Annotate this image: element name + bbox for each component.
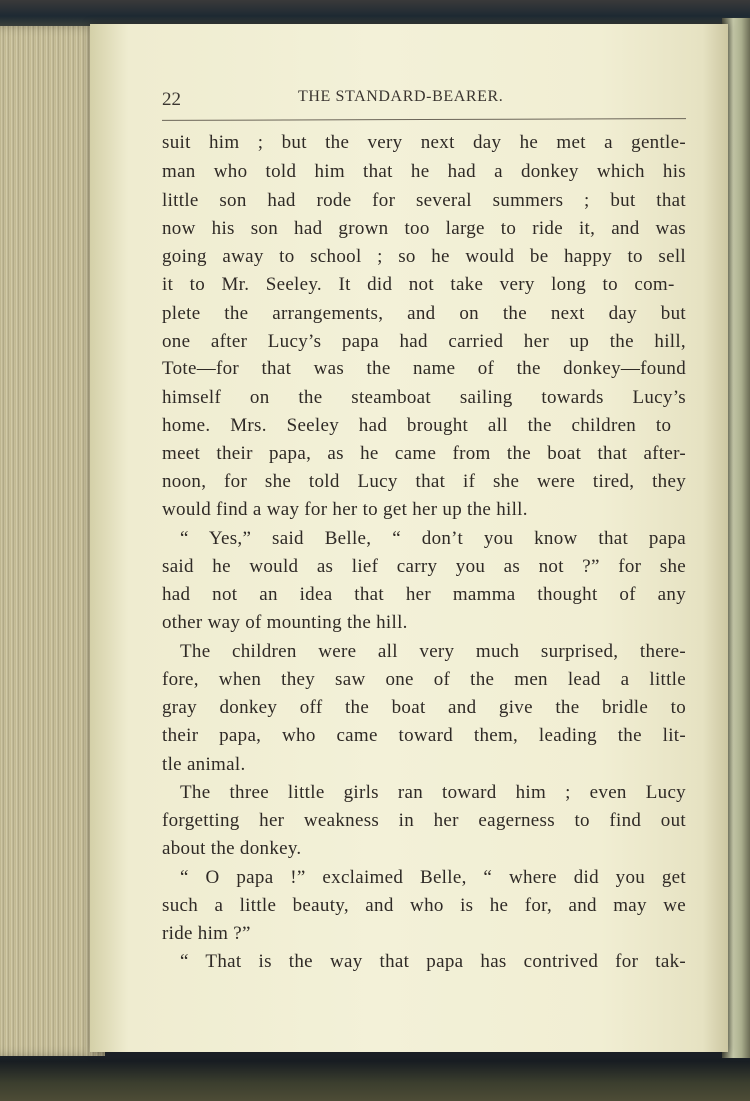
text-line: one after Lucy’s papa had carried her up the hill, — [162, 331, 686, 352]
text-line: noon, for she told Lucy that if she were tired, they — [162, 471, 686, 492]
text-line: had not an idea that her mamma thought of any — [162, 584, 686, 605]
text-line: The three little girls ran toward him ; even Lucy — [180, 782, 686, 803]
text-line: man who told him that he had a donkey which his — [162, 161, 686, 182]
text-line: “ O papa !” exclaimed Belle, “ where did you get — [180, 867, 686, 888]
text-line: little son had rode for several summers ; but that — [162, 190, 686, 211]
text-line: meet their papa, as he came from the boat that after- — [162, 443, 686, 464]
text-line: gray donkey off the boat and give the bridle to — [162, 697, 686, 718]
text-line: other way of mounting the hill. — [162, 612, 408, 633]
text-line: The children were all very much surprised, there- — [180, 641, 686, 662]
text-line: plete the arrangements, and on the next day but — [162, 303, 686, 324]
text-line: Tote—for that was the name of the donkey—found — [162, 358, 686, 379]
text-line: going away to school ; so he would be happy to sell — [162, 246, 686, 267]
text-line: tle animal. — [162, 754, 246, 775]
page-header — [160, 84, 688, 114]
text-line: fore, when they saw one of the men lead a little — [162, 669, 686, 690]
text-line: about the donkey. — [162, 838, 302, 859]
text-line: said he would as lief carry you as not ?” for she — [162, 556, 686, 577]
text-line: such a little beauty, and who is he for, and may we — [162, 895, 686, 916]
page-number: 22 — [162, 89, 181, 110]
text-line: it to Mr. Seeley. It did not take very long to com- — [162, 274, 675, 295]
text-line: “ Yes,” said Belle, “ don’t you know that papa — [180, 528, 686, 549]
text-line: home. Mrs. Seeley had brought all the children to — [162, 415, 672, 436]
text-line: forgetting her weakness in her eagerness to find out — [162, 810, 686, 831]
text-line: “ That is the way that papa has contrived for tak- — [180, 951, 686, 972]
text-line: now his son had grown too large to ride it, and was — [162, 218, 686, 239]
text-line: their papa, who came toward them, leading the lit- — [162, 725, 686, 746]
running-head: THE STANDARD-BEARER. — [298, 88, 504, 105]
text-line: himself on the steamboat sailing towards Lucy’s — [162, 387, 686, 408]
text-line: ride him ?” — [162, 923, 251, 944]
text-line: would find a way for her to get her up the hill. — [162, 499, 528, 520]
text-line: suit him ; but the very next day he met a gentle- — [162, 132, 686, 153]
